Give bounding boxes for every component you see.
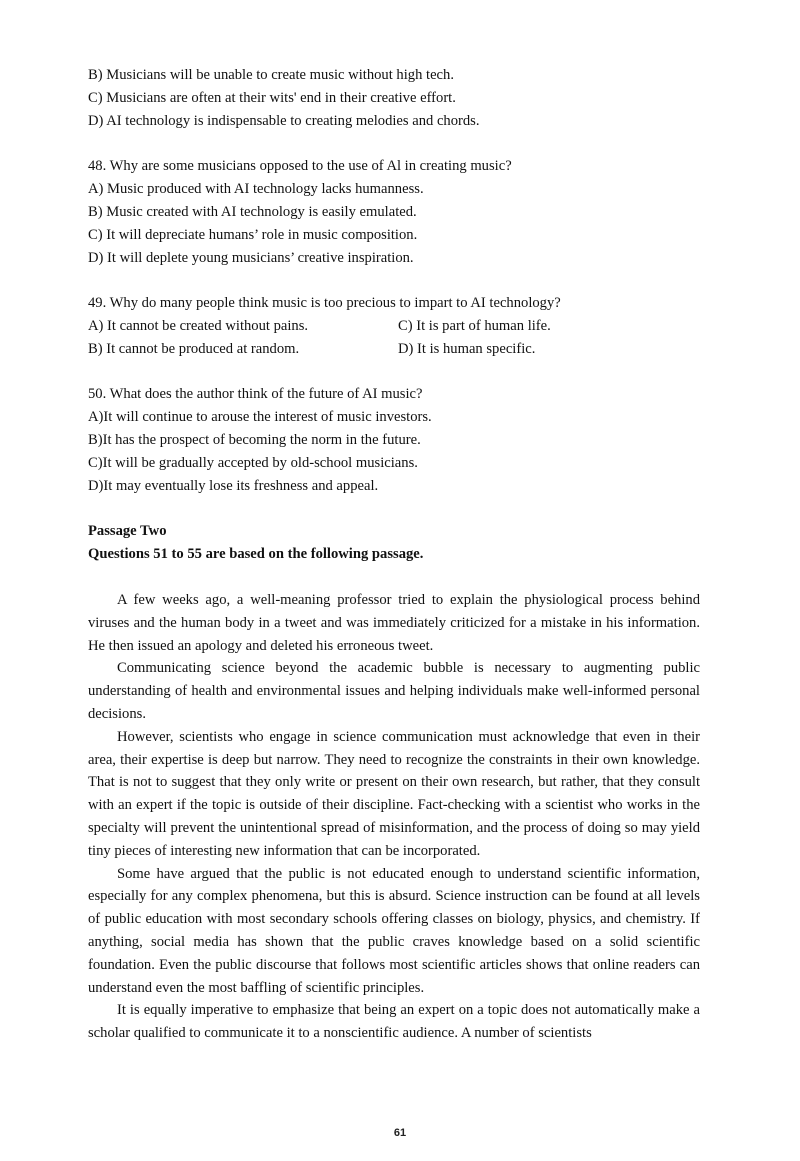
passage-paragraph-3: However, scientists who engage in science communication must acknowledge that even in their area, their expertise is deep but narrow. They need to recognize the constraints in their own knowledge. That is not to suggest that they only write or present on their own research, but rather, that they consult with an expert if the topic is outside of their discipline. Fact-checking with a scientist who works in the specialty will prevent the unintentional spread of misinformation, and the process of doing so may yield tiny pieces of interesting new information that can be incorporated.	[88, 728, 700, 859]
passage-paragraph-5: It is equally imperative to emphasize that being an expert on a topic does not automatically make a scholar qualified to communicate it to a nonscientific audience. A number of scientists	[88, 1002, 700, 1042]
question-48	[88, 155, 700, 270]
option-48-b: B) Music created with AI technology is easily emulated.	[88, 204, 417, 220]
option-47-c: C) Musicians are often at their wits' end in their creative effort.	[88, 90, 456, 106]
option-50-c: C)It will be gradually accepted by old-school musicians.	[88, 455, 418, 471]
passage-paragraph-1: A few weeks ago, a well-meaning professor tried to explain the physiological process behind viruses and the human body in a tweet and was immediately criticized for a mistake in his information. He then issued an apology and deleted his erroneous tweet.	[88, 592, 700, 654]
passage-instructions: Questions 51 to 55 are based on the following passage.	[88, 546, 424, 562]
option-50-d: D)It may eventually lose its freshness and appeal.	[88, 478, 379, 494]
passage-paragraph-4: Some have argued that the public is not educated enough to understand scientific information, especially for any complex phenomena, but this is absurd. Science instruction can be found at all levels of public education with most secondary schools offering classes on biology, physics, and chemistry. If anything, social media has shown that the public craves knowledge based on a solid scientific foundation. Even the public discourse that follows most scientific articles shows that online readers can understand even the most baffling of scientific principles.	[88, 865, 700, 996]
option-50-b: B)It has the prospect of becoming the norm in the future.	[88, 432, 421, 448]
option-49-a: A) It cannot be created without pains.	[88, 318, 309, 334]
question-48-stem: 48. Why are some musicians opposed to the use of Al in creating music?	[88, 158, 512, 174]
page-number: 61	[393, 1127, 407, 1139]
question-49-options	[88, 315, 700, 361]
option-49-b: B) It cannot be produced at random.	[88, 341, 300, 357]
option-50-a: A)It will continue to arouse the interest of music investors.	[88, 409, 432, 425]
question-50	[88, 383, 700, 498]
question-50-stem: 50. What does the author think of the future of AI music?	[88, 386, 423, 402]
passage-title: Passage Two	[88, 523, 167, 539]
option-48-c: C) It will depreciate humans’ role in music composition.	[88, 227, 418, 243]
question-49	[88, 292, 700, 361]
option-47-d: D) AI technology is indispensable to creating melodies and chords.	[88, 113, 480, 129]
option-47-b: B) Musicians will be unable to create music without high tech.	[88, 67, 454, 83]
question-49-stem: 49. Why do many people think music is too precious to impart to AI technology?	[88, 295, 561, 311]
page-content	[88, 64, 700, 1045]
option-48-d: D) It will deplete young musicians’ creative inspiration.	[88, 250, 414, 266]
option-49-c: C) It is part of human life.	[398, 318, 551, 334]
passage-paragraph-2: Communicating science beyond the academic bubble is necessary to augmenting public understanding of health and environmental issues and helping individuals make well-informed personal decisions.	[88, 660, 700, 722]
option-48-a: A) Music produced with AI technology lacks humanness.	[88, 181, 424, 197]
question-47-options	[88, 64, 700, 133]
option-49-d: D) It is human specific.	[398, 341, 536, 357]
